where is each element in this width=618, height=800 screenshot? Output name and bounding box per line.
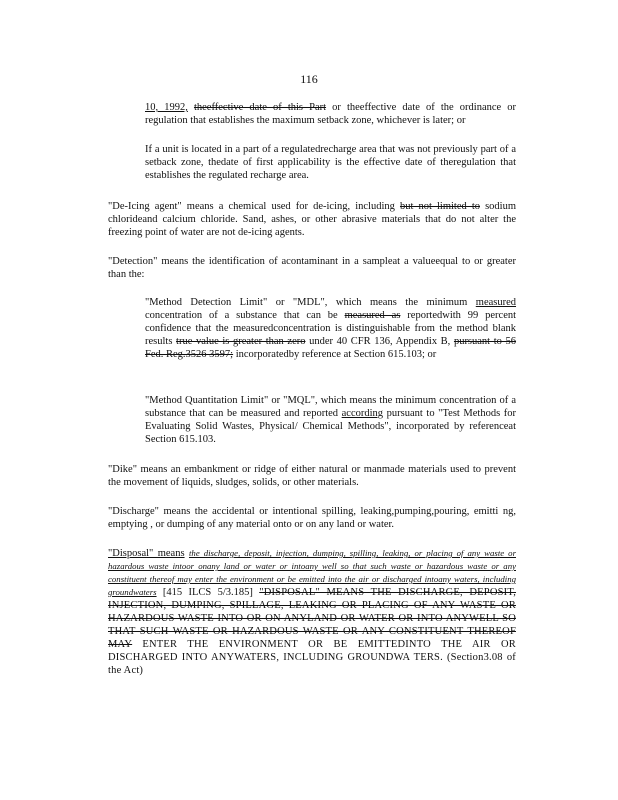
strikethrough-deletion: true value is greater than zero bbox=[176, 336, 306, 347]
strikethrough-deletion: theeffective date of this Part bbox=[193, 102, 327, 113]
definition-text: sodium chlorideand calcium chloride. Sand, ashes, or other abrasive materials that do not alter the freezing point of water are not de-icing agents. bbox=[108, 201, 517, 238]
underlined-insertion: 10, 1992, bbox=[145, 102, 188, 113]
underlined-insertion: according bbox=[341, 408, 384, 419]
definition-disposal bbox=[108, 547, 516, 677]
definition-text: "Method Quantitation Limit" or "MQL", which means the minimum concentration of a substance that can be measured and reported bbox=[145, 395, 516, 419]
strikethrough-deletion: but not limited to bbox=[399, 201, 480, 212]
definition-method-detection-limit bbox=[145, 296, 516, 361]
strikethrough-deletion: pursuant to 56 Fed. Reg.3526 3597; bbox=[145, 336, 517, 360]
definition-detection bbox=[108, 255, 516, 281]
definition-text: "Detection" means the identification of acontaminant in a sampleat a valueequal to or greater than the: bbox=[108, 256, 516, 280]
statutory-italic-text: the discharge, deposit, injection, dumping, spilling, leaking, or placing of any waste or hazardous waste intoor onany land or water or intoany well so that such waste or hazardous waste or any constituent thereof may enter the environment or be emitted into the air or discharged intoany waters, including groundwaters bbox=[108, 548, 516, 597]
definition-text: concentration of a substance that can be bbox=[145, 310, 338, 321]
underlined-term: "Disposal" means bbox=[108, 548, 185, 559]
strikethrough-deletion: "DISPOSAL" MEANS THE DISCHARGE, DEPOSIT, INJECTION, DUMPING, SPILLAGE, LEAKING OR PLACING OF ANY WASTE OR HAZARDOUS WASTE INTO OR ON ANYLAND OR WATER OR INTO ANYWELL SO THAT SUCH WASTE OR HAZARDOUS WASTE OR ANY CONSTITUENT THEREOF MAY bbox=[108, 587, 517, 650]
definition-de-icing-agent bbox=[108, 200, 516, 239]
definition-text: reportedwith 99 percent confidence that the measuredconcentration is distinguishable from the method blank results bbox=[145, 310, 517, 347]
definition-dike bbox=[108, 463, 516, 489]
definition-method-quantitation-limit bbox=[145, 394, 516, 446]
definition-text: under 40 CFR 136, Appendix B, bbox=[309, 336, 451, 347]
definition-text: pursuant to "Test Methods for Evaluating Solid Wastes, Physical/ Chemical Methods", incorporated by referenceat Section 615.103. bbox=[145, 408, 517, 445]
underlined-insertion: measured bbox=[475, 297, 517, 308]
definition-text: ENTER THE ENVIRONMENT OR BE EMITTEDINTO THE AIR OR DISCHARGED INTO ANYWATERS, INCLUDING GROUNDWA TERS. (Section3.08 of the Act) bbox=[108, 639, 517, 676]
paragraph-text: or theeffective date of the ordinance or regulation that establishes the maximum setback zone, whichever is later; or bbox=[145, 102, 517, 126]
definition-discharge bbox=[108, 505, 516, 531]
definition-text: "Dike" means an embankment or ridge of either natural or manmade materials used to prevent the movement of liquids, sludges, solids, or other materials. bbox=[108, 464, 516, 488]
definition-text: "Method Detection Limit" or "MDL", which means the minimum bbox=[145, 297, 468, 308]
strikethrough-deletion: measured as bbox=[344, 310, 401, 321]
paragraph-recharge-area bbox=[145, 143, 516, 182]
paragraph-text: If a unit is located in a part of a regulatedrecharge area that was not previously part of a setback zone, thedate of first applicability is the effective date of theregulation that establishes the regulated recharge area. bbox=[145, 144, 516, 181]
definition-text: "Discharge" means the accidental or intentional spilling, leaking,pumping,pouring, emitti ng, emptying , or dumping of any material onto or on any land or water. bbox=[108, 506, 516, 530]
definition-text: "De-Icing agent" means a chemical used for de-icing, including bbox=[108, 201, 395, 212]
definition-text: incorporatedby reference at Section 615.103; or bbox=[235, 349, 437, 360]
citation: [415 ILCS 5/3.185] bbox=[162, 587, 253, 598]
page-number: 116 bbox=[300, 72, 318, 86]
paragraph-effective-date bbox=[145, 101, 516, 127]
